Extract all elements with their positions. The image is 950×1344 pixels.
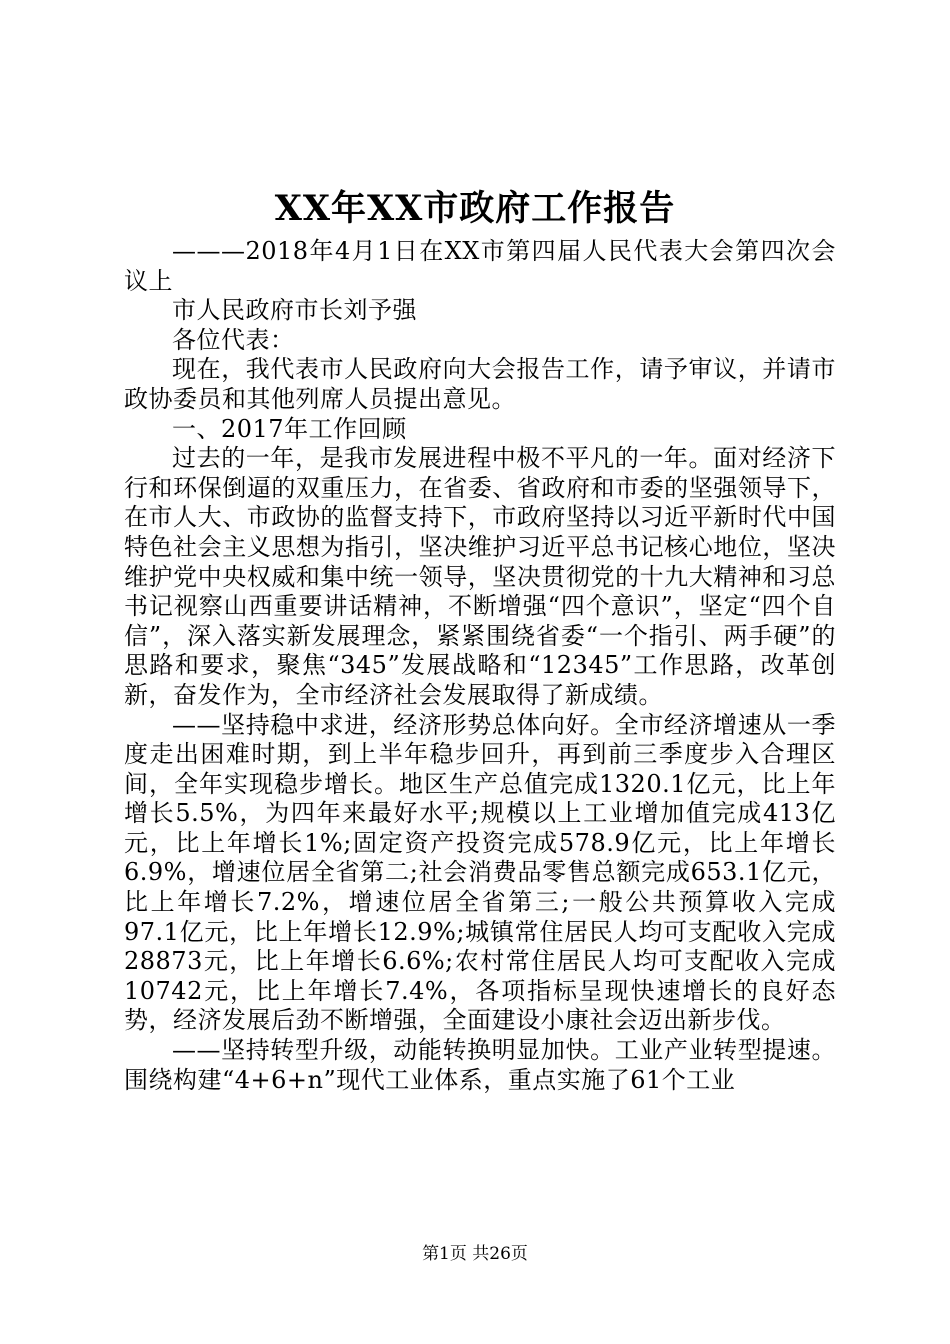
review-paragraph: 过去的一年，是我市发展进程中极不平凡的一年。面对经济下行和环保倒逼的双重压力，在省委、省政府和市委的坚强领导下，在市人大、市政协的监督支持下，市政府坚持以习近平新时代中国特色社会主义思想为指引，坚决维护习近平总书记核心地位，坚决维护党中央权威和集中统一领导，坚决贯彻党的十九大精神和习总书记视察山西重要讲话精神，不断增强“四个意识”，坚定“四个自信”，深入落实新发展理念，紧紧围绕省委“一个指引、两手硬”的思路和要求，聚焦“345”发展战略和“12345”工作思路，改革创新，奋发作为，全市经济社会发展取得了新成绩。 [124, 444, 836, 709]
transformation-paragraph: ——坚持转型升级，动能转换明显加快。工业产业转型提速。围绕构建“4+6+n”现代工业体系，重点实施了61个工业 [124, 1036, 836, 1094]
page-number-footer: 第1页 共26页 [422, 1244, 528, 1264]
economy-paragraph: ——坚持稳中求进，经济形势总体向好。全市经济增速从一季度走出困难时期，到上半年稳步回升，再到前三季度步入合理区间，全年实现稳步增长。地区生产总值完成1320.1亿元，比上年增长5.5%，为四年来最好水平;规模以上工业增加值完成413亿元，比上年增长1%;固定资产投资完成578.9亿元，比上年增长6.9%，增速位居全省第二;社会消费品零售总额完成653.1亿元，比上年增长7.2%，增速位居全省第三;一般公共预算收入完成97.1亿元，比上年增长12.9%;城镇常住居民人均可支配收入完成28873元，比上年增长6.6%;农村常住居民人均可支配收入完成10742元，比上年增长7.4%，各项指标呈现快速增长的良好态势，经济发展后劲不断增强，全面建设小康社会迈出新步伐。 [124, 710, 836, 1035]
intro-paragraph: 现在，我代表市人民政府向大会报告工作，请予审议，并请市政协委员和其他列席人员提出意见。 [124, 355, 836, 413]
document-title: XX年XX市政府工作报告 [274, 188, 676, 229]
salutation-paragraph: 各位代表： [172, 325, 295, 354]
document-body [124, 237, 836, 1095]
section-heading: 一、2017年工作回顾 [172, 414, 407, 443]
author-paragraph: 市人民政府市长刘予强 [172, 296, 417, 325]
subtitle-paragraph: ———2018年4月1日在XX市第四届人民代表大会第四次会议上 [124, 237, 836, 295]
